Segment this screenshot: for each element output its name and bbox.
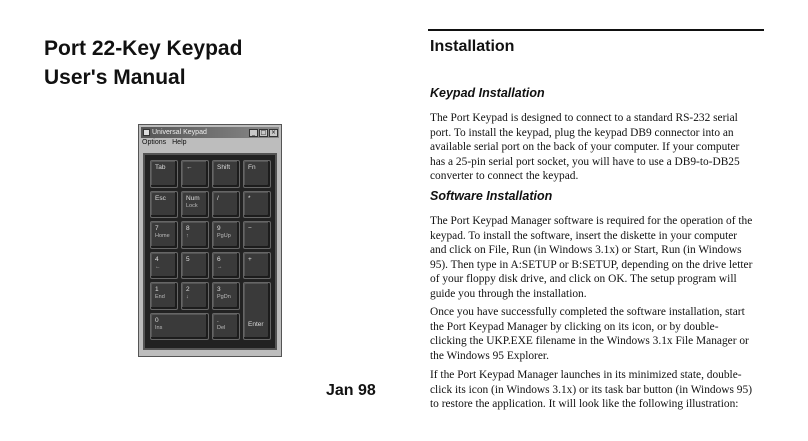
key-sublabel: Lock xyxy=(186,202,198,209)
key-label: Shift xyxy=(217,164,231,171)
keypad-grid xyxy=(143,153,277,350)
key-one[interactable] xyxy=(150,282,178,310)
document-date: Jan 98 xyxy=(326,382,376,399)
key-label: * xyxy=(248,194,251,202)
key-label: / xyxy=(217,194,219,202)
window-titlebar xyxy=(141,127,279,138)
key-seven[interactable] xyxy=(150,221,178,249)
key-sublabel: Home xyxy=(155,233,170,239)
key-eight[interactable] xyxy=(181,221,209,249)
key-three[interactable] xyxy=(212,282,240,310)
key-multiply[interactable] xyxy=(243,191,271,219)
key-nine[interactable] xyxy=(212,221,240,249)
software-installation-paragraph-3: If the Port Keypad Manager launches in its minimized state, double- click its icon (in Windows 3.1x) or its task bar button (in Windows 95) to restore the application. It will look like the following illustration: xyxy=(430,369,752,411)
key-zero[interactable] xyxy=(150,313,209,341)
maximize-button[interactable]: □ xyxy=(260,128,267,136)
keypad-installation-paragraph: The Port Keypad is designed to connect to a standard RS-232 serial port. To install the keypad, plug the keypad DB9 connector into an available serial port on the back of your computer. If your computer has a 25-pin serial port socket, you will have to use a DB9-to-DB25 converter to connect the keypad. xyxy=(430,112,740,183)
menu-help[interactable]: Help xyxy=(172,139,187,146)
key-label: 7 xyxy=(155,225,159,232)
minimize-button[interactable]: _ xyxy=(249,129,258,137)
key-sublabel: ← xyxy=(155,263,161,270)
key-label: 5 xyxy=(186,255,190,263)
key-label: Esc xyxy=(155,194,166,202)
key-label: 0 xyxy=(155,316,159,324)
window-menubar xyxy=(142,139,187,149)
key-two[interactable] xyxy=(181,282,209,310)
key-divide[interactable] xyxy=(212,191,240,219)
key-label: + xyxy=(248,255,252,263)
manual-title xyxy=(44,34,242,92)
key-label: 3 xyxy=(217,286,221,293)
key-label: 8 xyxy=(186,225,190,232)
key-backspace[interactable] xyxy=(181,160,209,188)
close-button[interactable]: × xyxy=(270,128,277,136)
key-sublabel: Ins xyxy=(155,324,163,331)
key-four[interactable] xyxy=(150,252,178,280)
key-label: ← xyxy=(186,164,193,171)
key-label: 4 xyxy=(155,255,159,263)
key-label: Enter xyxy=(248,321,264,328)
key-sublabel: ↑ xyxy=(186,233,189,239)
window-title: Universal Keypad xyxy=(152,129,207,136)
section-heading: Installation xyxy=(430,38,515,55)
app-icon xyxy=(143,129,150,136)
key-decimal[interactable] xyxy=(212,313,240,341)
keypad-window-screenshot xyxy=(138,124,282,357)
software-installation-paragraph-1: The Port Keypad Manager software is required for the operation of the keypad. To install the software, insert the diskette in your computer and click on File, Run (in Windows 3.1x) or Start, Run (in Windows 95). Then type in A:SETUP or B:SETUP, depending on the drive letter of your floppy disk drive, and click on OK. The setup program will guide you through the installation. xyxy=(430,215,753,300)
manual-title-line-2: User's Manual xyxy=(44,66,186,89)
key-label: 1 xyxy=(155,286,159,293)
manual-title-line-1: Port 22-Key Keypad xyxy=(44,37,243,60)
key-enter[interactable] xyxy=(243,282,271,340)
key-tab[interactable] xyxy=(150,160,178,188)
key-sublabel: → xyxy=(217,263,223,270)
key-label: 9 xyxy=(217,225,221,232)
software-installation-paragraph-2: Once you have successfully completed the software installation, start the Port Keypad Manager by clicking on its icon, or by double- clicking the UKP.EXE filename in the Windows 3.1x File Manager or the Windows 95 Explorer. xyxy=(430,306,749,362)
header-rule xyxy=(428,29,764,31)
key-label: Tab xyxy=(155,164,166,171)
key-sublabel: Del xyxy=(217,324,226,331)
software-installation-heading: Software Installation xyxy=(430,189,553,203)
key-sublabel: End xyxy=(155,294,165,300)
key-sublabel: ↓ xyxy=(186,294,189,300)
key-five[interactable] xyxy=(181,252,209,280)
key-label: Fn xyxy=(248,164,256,171)
key-label: Num xyxy=(186,194,200,202)
key-six[interactable] xyxy=(212,252,240,280)
key-sublabel: PgDn xyxy=(217,294,231,300)
key-label: − xyxy=(248,225,252,232)
key-sublabel: PgUp xyxy=(217,233,231,239)
key-esc[interactable] xyxy=(150,191,178,219)
key-label: 6 xyxy=(217,255,221,263)
key-shift[interactable] xyxy=(212,160,240,188)
menu-options[interactable]: Options xyxy=(142,139,167,146)
key-label: . xyxy=(217,316,219,324)
key-label: 2 xyxy=(186,286,190,293)
key-minus[interactable] xyxy=(243,221,271,249)
keypad-installation-heading: Keypad Installation xyxy=(430,86,545,100)
key-numlock[interactable] xyxy=(181,191,209,219)
key-fn[interactable] xyxy=(243,160,271,188)
key-plus[interactable] xyxy=(243,252,271,280)
